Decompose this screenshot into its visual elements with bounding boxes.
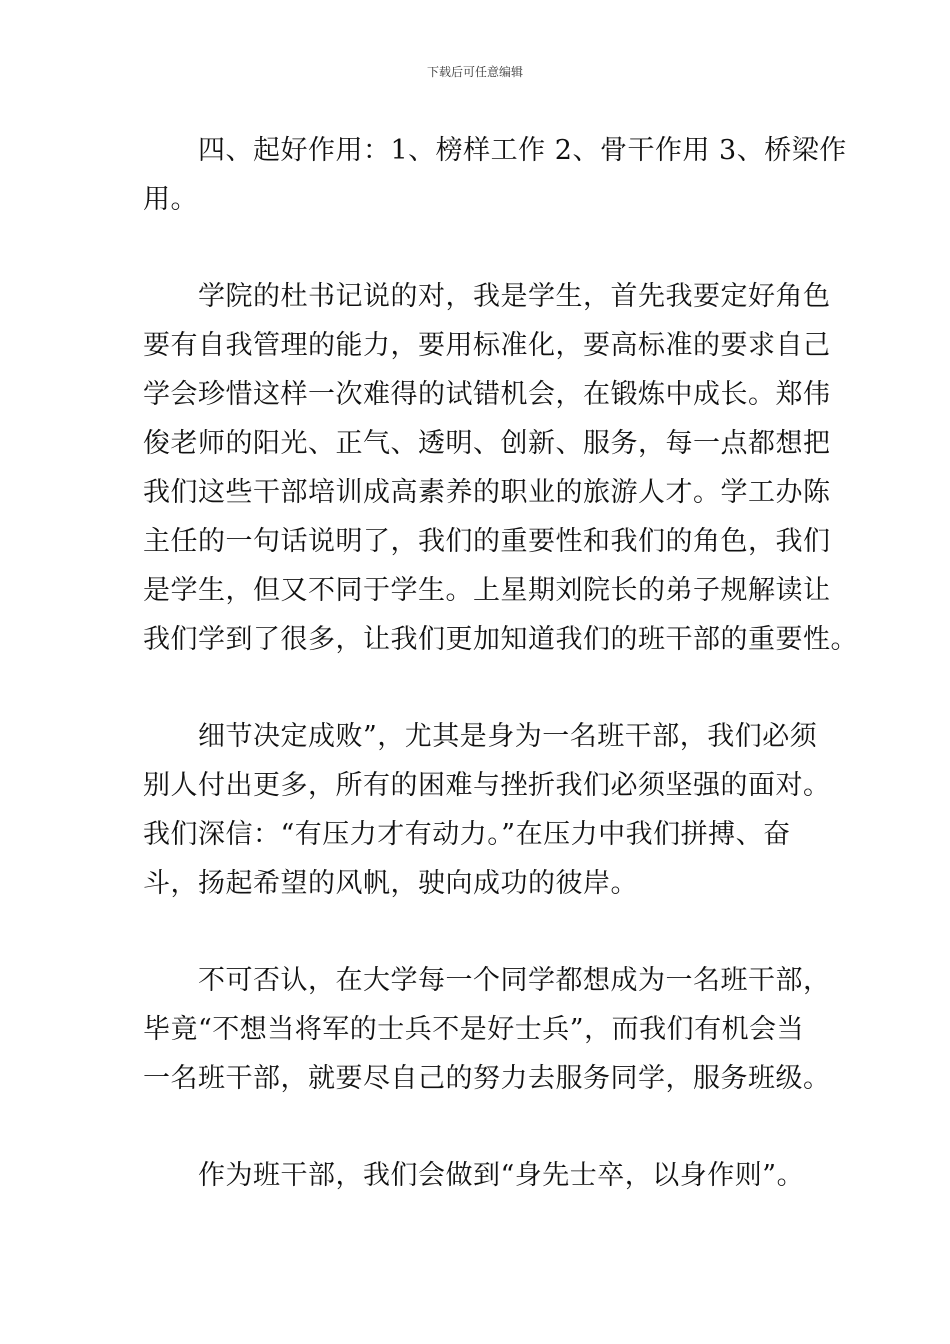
text-line: 学院的杜书记说的对，我是学生，首先我要定好角色 [198,281,831,312]
text-line: 要有自我管理的能力，要用标准化，要高标准的要求自己 [143,330,831,361]
text-line: 是学生，但又不同于学生。上星期刘院长的弟子规解读让 [143,575,831,606]
paragraph-undeniable [143,956,831,1103]
text-line: 学会珍惜这样一次难得的试错机会，在锻炼中成长。郑伟 [143,379,831,410]
text-line: 作为班干部，我们会做到“身先士卒，以身作则”。 [198,1160,805,1191]
paragraph-leaders-speech [143,272,858,664]
text-line: 毕竟“不想当将军的士兵不是好士兵”，而我们有机会当 [143,1014,805,1045]
text-line: 我们学到了很多，让我们更加知道我们的班干部的重要性。 [143,624,858,655]
text-line: 用。 [143,184,198,215]
page-header: 下载后可任意编辑 [426,65,523,79]
text-line: 四、起好作用：1、榜样工作 2、骨干作用 3、桥梁作 [198,135,847,166]
text-line: 不可否认，在大学每一个同学都想成为一名班干部， [198,965,831,996]
document-body [143,126,858,1248]
text-line: 我们深信：“有压力才有动力。”在压力中我们拼搏、奋 [143,819,791,850]
paragraph-roles [143,126,847,224]
paragraph-lead-by-example [143,1151,807,1200]
text-line: 我们这些干部培训成高素养的职业的旅游人才。学工办陈 [143,477,831,508]
text-line: 斗，扬起希望的风帆，驶向成功的彼岸。 [143,868,638,899]
text-line: 一名班干部，就要尽自己的努力去服务同学，服务班级。 [143,1063,831,1094]
text-line: 俊老师的阳光、正气、透明、创新、服务，每一点都想把 [143,428,831,459]
text-line: 主任的一句话说明了，我们的重要性和我们的角色，我们 [143,526,831,557]
text-line: 细节决定成败”，尤其是身为一名班干部，我们必须 [198,721,818,752]
text-line: 别人付出更多，所有的困难与挫折我们必须坚强的面对。 [143,770,831,801]
paragraph-details [143,712,831,908]
